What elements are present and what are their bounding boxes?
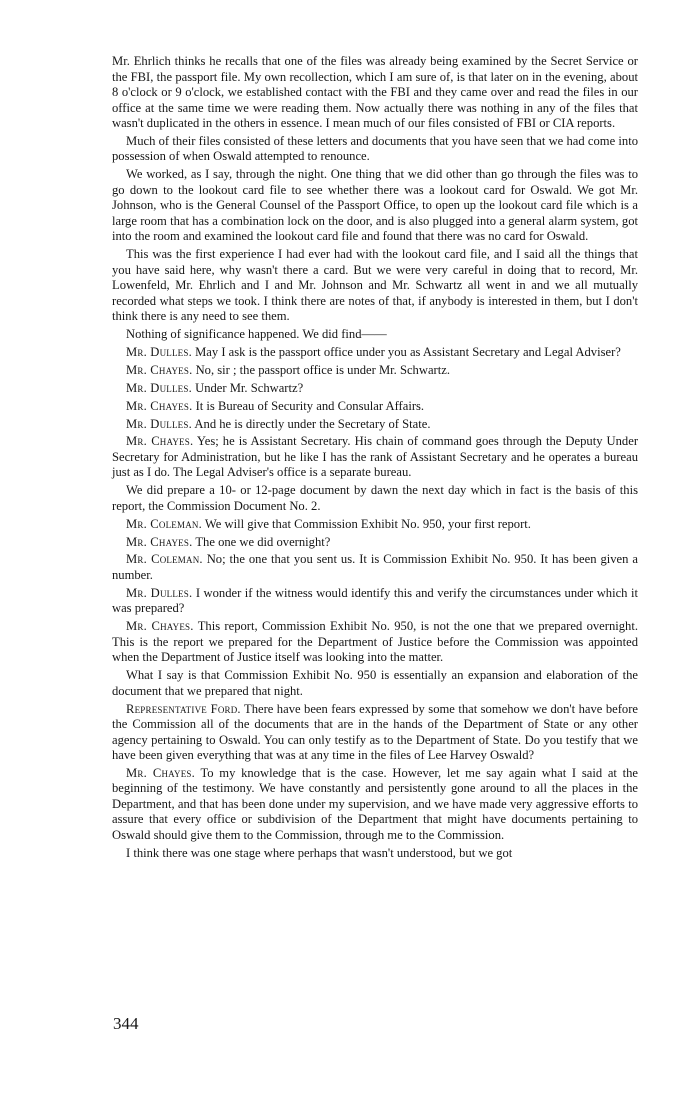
speaker-name: Mr. Coleman. [126, 552, 203, 567]
speaker-name: Mr. Chayes. [126, 534, 193, 549]
paragraph [112, 327, 638, 343]
speaker-name: Mr. Chayes. [126, 619, 194, 634]
speaker-name: Representative Ford. [126, 701, 241, 716]
dialogue-line [112, 586, 638, 617]
speaker-name: Mr. Chayes. [126, 765, 195, 780]
paragraph-text: Mr. Ehrlich thinks he recalls that one of the files was already being examined by the Secret Service or the FBI, the passport file. My own recollection, which I am sure of, is that later on in the evening, about 8 o'clock or 9 o'clock, we established contact with the FBI and they came over and read the files in our office at the same time we were reading them. Now actually there was nothing in any of the files that wasn't duplicated in the others in essence. I mean much of our files consisted of FBI or CIA reports. [112, 54, 638, 130]
paragraph [112, 54, 638, 132]
paragraph [112, 483, 638, 514]
paragraph [112, 247, 638, 325]
paragraph-text: What I say is that Commission Exhibit No. 950 is essentially an expansion and elaboration of the document that we prepared that night. [112, 668, 638, 698]
dialogue-text: There have been fears expressed by some that somehow we don't have before the Commission all of the documents that are in the hands of the Department of State or any other agency pertaining to Oswald. You can only testify as to the Department of State. Do you testify that we have been given everything that was at any time in the files of Lee Harvey Oswald? [112, 701, 638, 763]
dialogue-text: No; the one that you sent us. It is Commission Exhibit No. 950. It has been given a number. [112, 552, 638, 582]
paragraph-text: I think there was one stage where perhaps that wasn't understood, but we got [126, 845, 513, 860]
transcript-page [112, 54, 638, 864]
dialogue-text: And he is directly under the Secretary of State. [194, 416, 431, 431]
paragraph-text: We worked, as I say, through the night. One thing that we did other than go through the files was to go down to the lookout card file to see whether there was a lookout card for Oswald. We got Mr. Johnson, who is the General Counsel of the Passport Office, to open up the lookout card file which is a large room that has a combination lock on the door, and is also plugged into a general alarm system, got into the room and examined the lookout card file and found that there was no card for Oswald. [112, 167, 638, 244]
dialogue-line [112, 434, 638, 481]
paragraph [112, 668, 638, 699]
speaker-name: Mr. Coleman. [126, 516, 202, 531]
dialogue-text: The one we did overnight? [195, 534, 331, 549]
dialogue-line [112, 345, 638, 361]
dialogue-text: Under Mr. Schwartz? [195, 380, 304, 395]
dialogue-line [112, 552, 638, 583]
dialogue-text: No, sir ; the passport office is under Mr. Schwartz. [195, 362, 450, 377]
speaker-name: Mr. Chayes. [126, 398, 193, 413]
dialogue-line [112, 417, 638, 433]
dialogue-line [112, 702, 638, 764]
dialogue-text: To my knowledge that is the case. However, let me say again what I said at the beginning of the testimony. We have constantly and persistently gone around to all the places in the Department, and that has been done under my supervision, and we have made very aggressive efforts to assure that every office or subdivision of the Department that might have documents pertaining to Oswald should give them to the Commission, through me to the Commission. [112, 765, 639, 842]
dialogue-line [112, 517, 638, 533]
paragraph-text: This was the first experience I had ever had with the lookout card file, and I said all the things that you have said here, why wasn't there a card. But we were very careful in doing that to record, Mr. Lowenfeld, Mr. Ehrlich and I and Mr. Johnson and Mr. Schwartz all went in and we all mutually recorded what steps we took. I think there are notes of that, if anybody is interested in them, but I don't think there is any need to see them. [112, 247, 638, 324]
speaker-name: Mr. Chayes. [126, 434, 194, 449]
paragraph-text: Much of their files consisted of these letters and documents that you have seen that we had come into possession of when Oswald attempted to renounce. [112, 133, 638, 164]
paragraph-text: We did prepare a 10- or 12-page document by dawn the next day which in fact is the basis of this report, the Commission Document No. 2. [112, 483, 638, 513]
dialogue-line [112, 619, 638, 666]
dialogue-line [112, 766, 638, 844]
dialogue-line [112, 399, 638, 415]
dialogue-text: I wonder if the witness would identify this and verify the circumstances under which it was prepared? [112, 585, 638, 616]
paragraph [112, 167, 638, 245]
paragraph [112, 134, 638, 165]
dialogue-line [112, 535, 638, 551]
speaker-name: Mr. Dulles. [126, 416, 192, 431]
speaker-name: Mr. Dulles. [126, 344, 192, 359]
paragraph [112, 846, 638, 862]
dialogue-text: May I ask is the passport office under you as Assistant Secretary and Legal Adviser? [195, 344, 621, 359]
dialogue-line [112, 363, 638, 379]
speaker-name: Mr. Dulles. [126, 585, 193, 600]
dialogue-text: Yes; he is Assistant Secretary. His chain of command goes through the Deputy Under Secretary for Administration, but he like I has the rank of Assistant Secretary and he operates a bureau just as I do. The Legal Adviser's office is a separate bureau. [112, 434, 639, 480]
paragraph-text: Nothing of significance happened. We did find—— [126, 327, 387, 342]
speaker-name: Mr. Dulles. [126, 380, 192, 395]
speaker-name: Mr. Chayes. [126, 362, 193, 377]
dialogue-text: We will give that Commission Exhibit No. 950, your first report. [204, 516, 531, 531]
page-number: 344 [113, 1014, 139, 1033]
dialogue-text: This report, Commission Exhibit No. 950, is not the one that we prepared overnight. This is the report we prepared for the Department of Justice before the Commission was appointed when the Department of Justice itself was looking into the matter. [112, 619, 639, 665]
dialogue-line [112, 381, 638, 397]
dialogue-text: It is Bureau of Security and Consular Affairs. [195, 398, 425, 413]
